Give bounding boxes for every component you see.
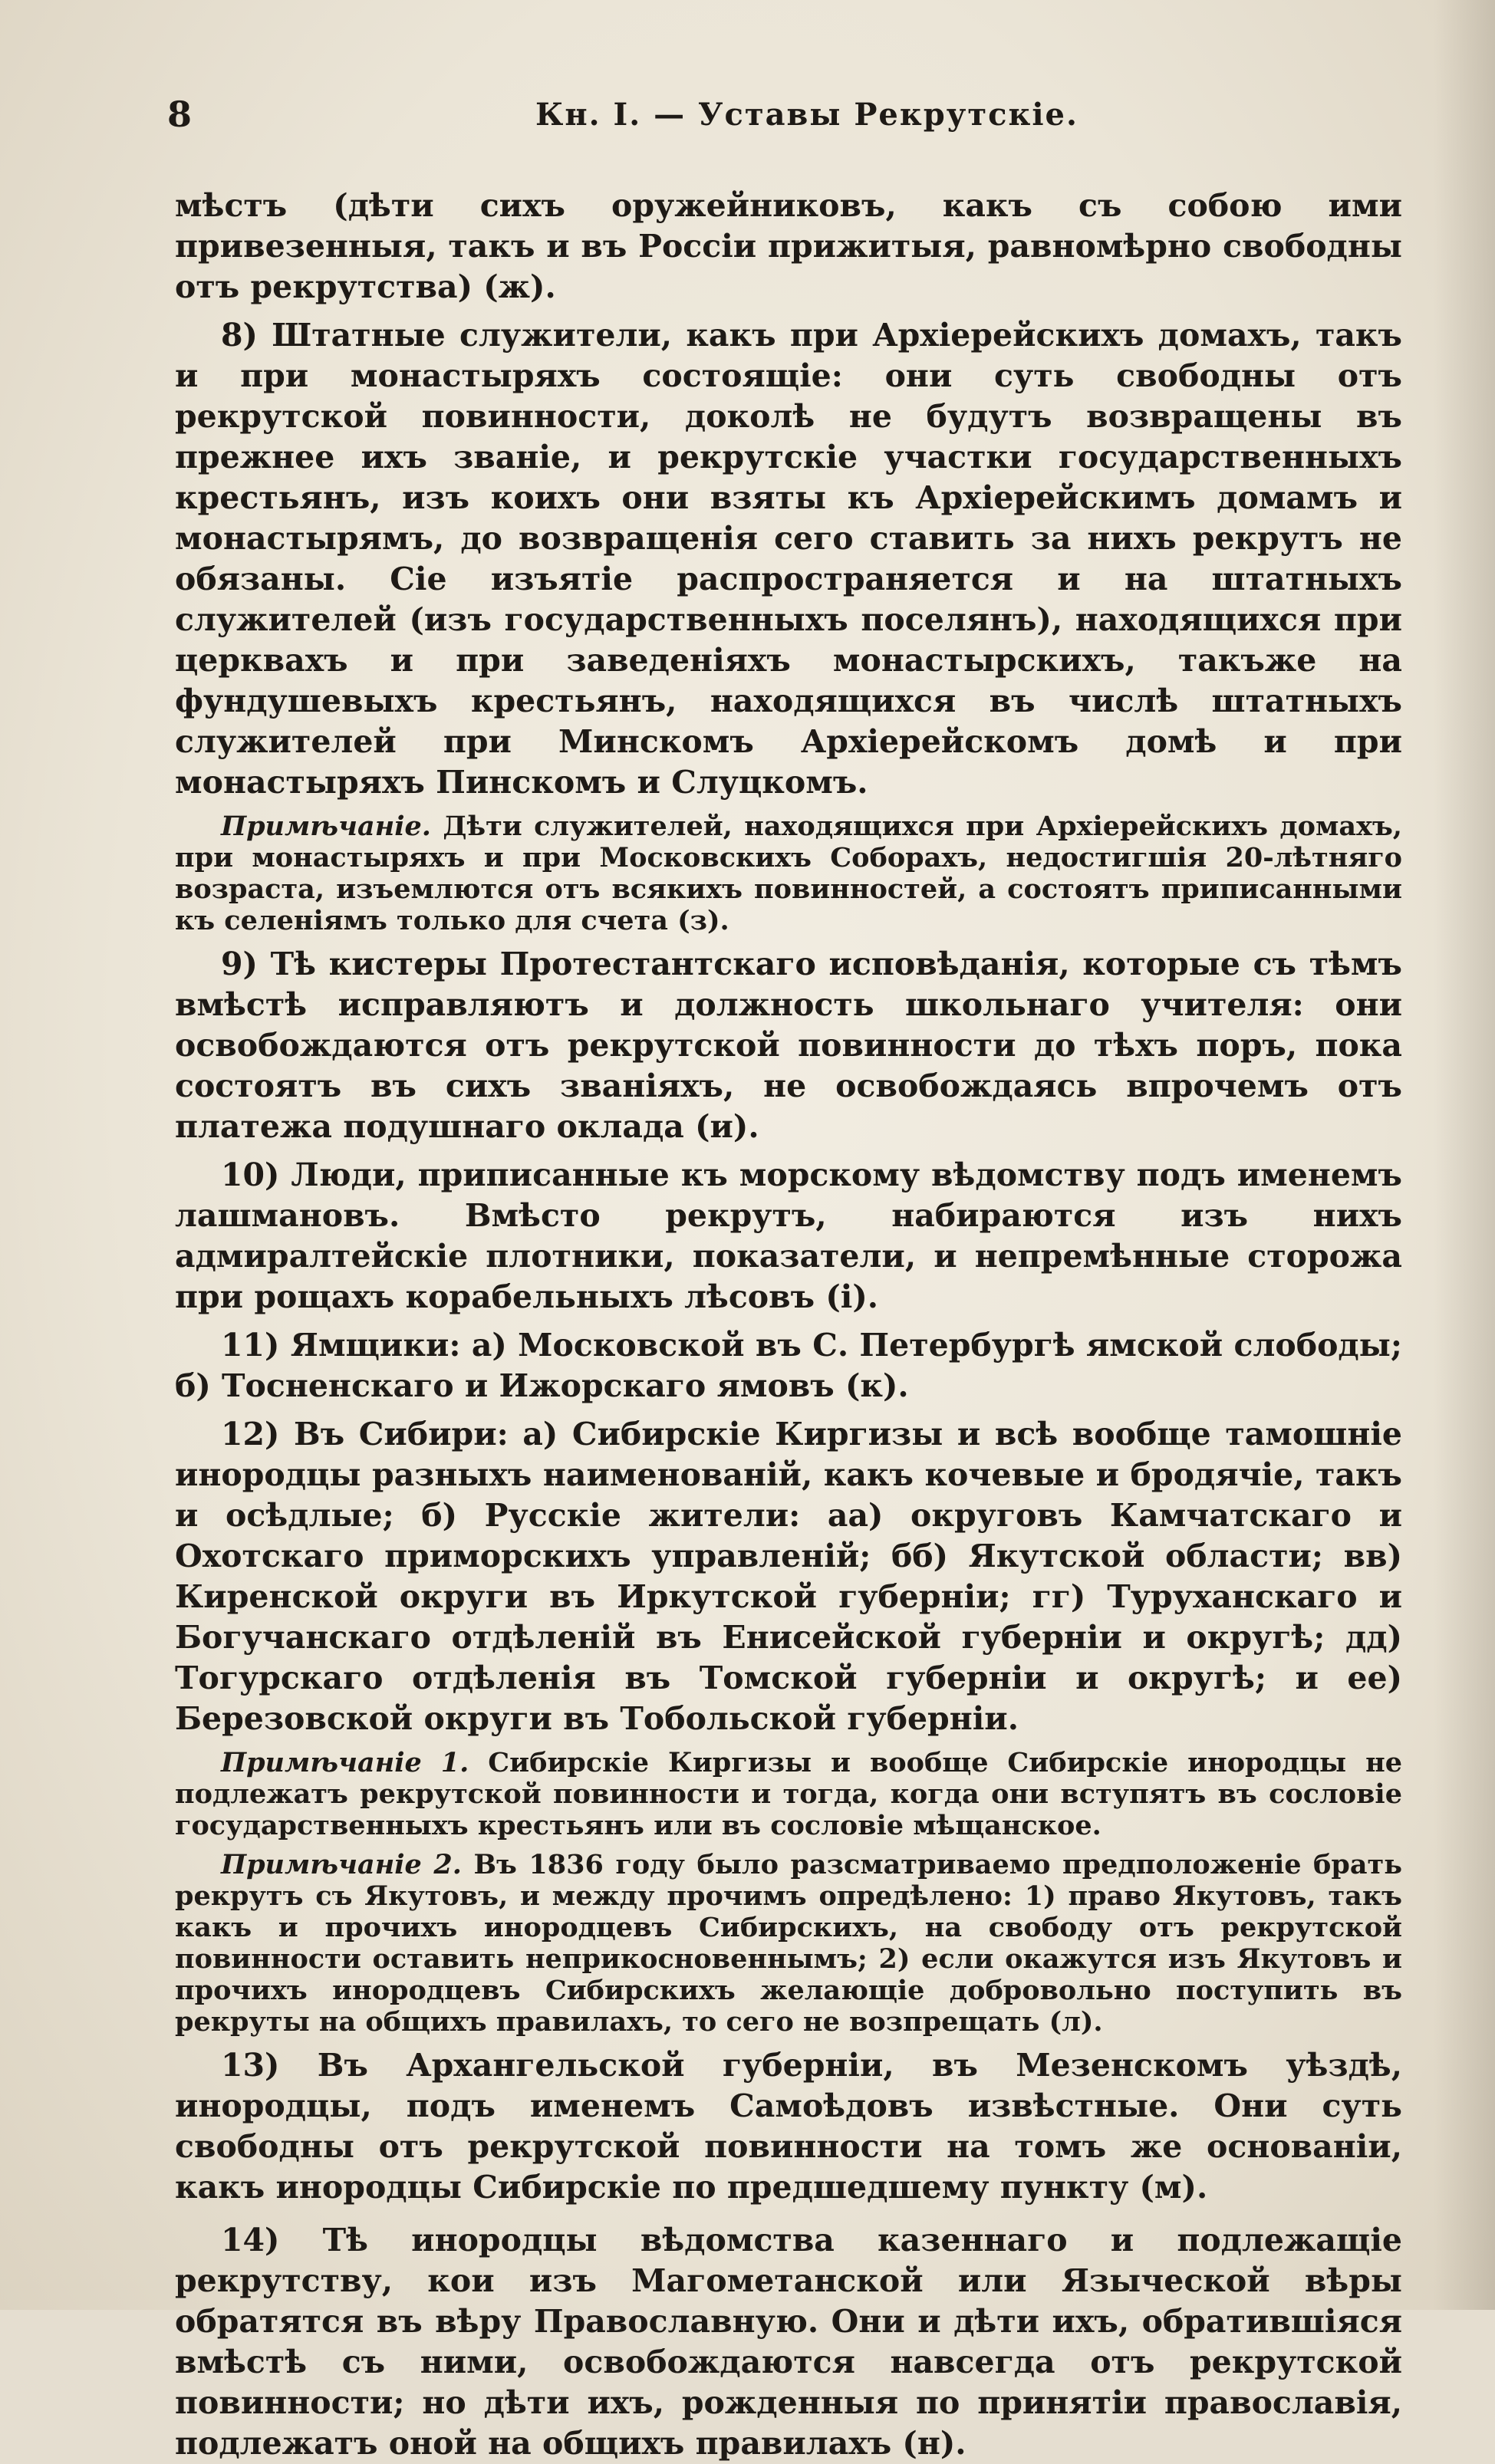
- note-item-12-first: [175, 1747, 1402, 1841]
- paragraph-item-9: 9) Тѣ кистеры Протестантскаго исповѣданія, которые съ тѣмъ вмѣстѣ исправляютъ и должность школьнаго учителя: они освобождаются отъ рекрутской повинности до тѣхъ поръ, пока состоятъ въ сихъ званіяхъ, не освобождаясь впрочемъ отъ платежа подушнаго оклада (и).: [175, 946, 1402, 1145]
- paragraph-item-14: 14) Тѣ инородцы вѣдомства казеннаго и подлежащіе рекрутству, кои изъ Магометанской или Языческой вѣры обратятся въ вѣру Православную. Они и дѣти ихъ, обратившіяся вмѣстѣ съ ними, освобождаются навсегда отъ рекрутской повинности; но дѣти ихъ, рожденныя по принятіи православія, подлежатъ оной на общихъ правилахъ (н).: [175, 2222, 1402, 2462]
- page-edge-shadow: [1434, 0, 1495, 2310]
- note-text: Въ 1836 году было разсматриваемо предположеніе брать рекрутъ съ Якутовъ, и между прочимъ опредѣлено: 1) право Якутовъ, такъ какъ и прочихъ инородцевъ Сибирскихъ, на свободу отъ рекрутской повинности оставить неприкосновеннымъ; 2) если окажутся изъ Якутовъ и прочихъ инородцевъ Сибирскихъ желающіе добровольно поступить въ рекруты на общихъ правилахъ, то сего не возпрещать (л).: [175, 1849, 1402, 2038]
- page-body: [175, 186, 1402, 2464]
- paragraph-item-13: 13) Въ Архангельской губерніи, въ Мезенскомъ уѣздѣ, инородцы, подъ именемъ Самоѣдовъ извѣстные. Они суть свободны отъ рекрутской повинности на томъ же основаніи, какъ инородцы Сибирскіе по предшедшему пункту (м).: [175, 2047, 1402, 2206]
- paragraph-item-10: 10) Люди, приписанные къ морскому вѣдомству подъ именемъ лашмановъ. Вмѣсто рекрутъ, набираются изъ нихъ адмиралтейскіе плотники, показатели, и непремѣнные сторожа при рощахъ корабельныхъ лѣсовъ (і).: [175, 1156, 1402, 1315]
- page-number: 8: [167, 94, 193, 135]
- paragraph-item-11: 11) Ямщики: а) Московской въ С. Петербургѣ ямской слободы; б) Тосненскаго и Ижорскаго ямовъ (к).: [175, 1327, 1402, 1404]
- note-label: Примѣчаніе 1.: [221, 1747, 469, 1778]
- running-head: Кн. I. — Уставы Рекрутскіе.: [535, 97, 1078, 133]
- note-item-12-second: [175, 1849, 1402, 2038]
- paragraph-continued: мѣстъ (дѣти сихъ оружейниковъ, какъ съ собою ими привезенныя, такъ и въ Россіи прижитыя, равномѣрно свободны отъ рекрутства) (ж).: [175, 187, 1402, 305]
- note-item-8: [175, 811, 1402, 936]
- note-label: Примѣчаніе 2.: [221, 1849, 462, 1880]
- paragraph-item-12: 12) Въ Сибири: а) Сибирскіе Киргизы и всѣ вообще тамошніе инородцы разныхъ наименованій, какъ кочевые и бродячіе, такъ и осѣдлые; б) Русскіе жители: аа) округовъ Камчатскаго и Охотскаго приморскихъ управленій; бб) Якутской области; вв) Киренской округи въ Иркутской губерніи; гг) Туруханскаго и Богучанскаго отдѣленій въ Енисейской губерніи и округѣ; дд) Тогурскаго отдѣленія въ Томской губерніи и округѣ; и ее) Березовской округи въ Тобольской губерніи.: [175, 1416, 1402, 1737]
- note-label: Примѣчаніе.: [221, 811, 431, 842]
- note-text: Сибирскіе Киргизы и вообще Сибирскіе инородцы не подлежатъ рекрутской повинности и тогда, когда они вступятъ въ сословіе государственныхъ крестьянъ или въ сословіе мѣщанское.: [175, 1747, 1402, 1841]
- paragraph-item-8: 8) Штатные служители, какъ при Архіерейскихъ домахъ, такъ и при монастыряхъ состоящіе: они суть свободны отъ рекрутской повинности, доколѣ не будутъ возвращены въ прежнее ихъ званіе, и рекрутскіе участки государственныхъ крестьянъ, изъ коихъ они взяты къ Архіерейскимъ домамъ и монастырямъ, до возвращенія сего ставить за нихъ рекрутъ не обязаны. Сіе изъятіе распространяется и на штатныхъ служителей (изъ государственныхъ поселянъ), находящихся при церквахъ и при заведеніяхъ монастырскихъ, такъже на фундушевыхъ крестьянъ, находящихся въ числѣ штатныхъ служителей при Минскомъ Архіерейскомъ домѣ и при монастыряхъ Пинскомъ и Слуцкомъ.: [175, 317, 1402, 801]
- note-text: Дѣти служителей, находящихся при Архіерейскихъ домахъ, при монастыряхъ и при Московскихъ Соборахъ, недостигшія 20-лѣтняго возраста, изъемлются отъ всякихъ повинностей, а состоятъ приписанными къ селеніямъ только для счета (з).: [175, 811, 1402, 936]
- page-header: [167, 94, 1425, 147]
